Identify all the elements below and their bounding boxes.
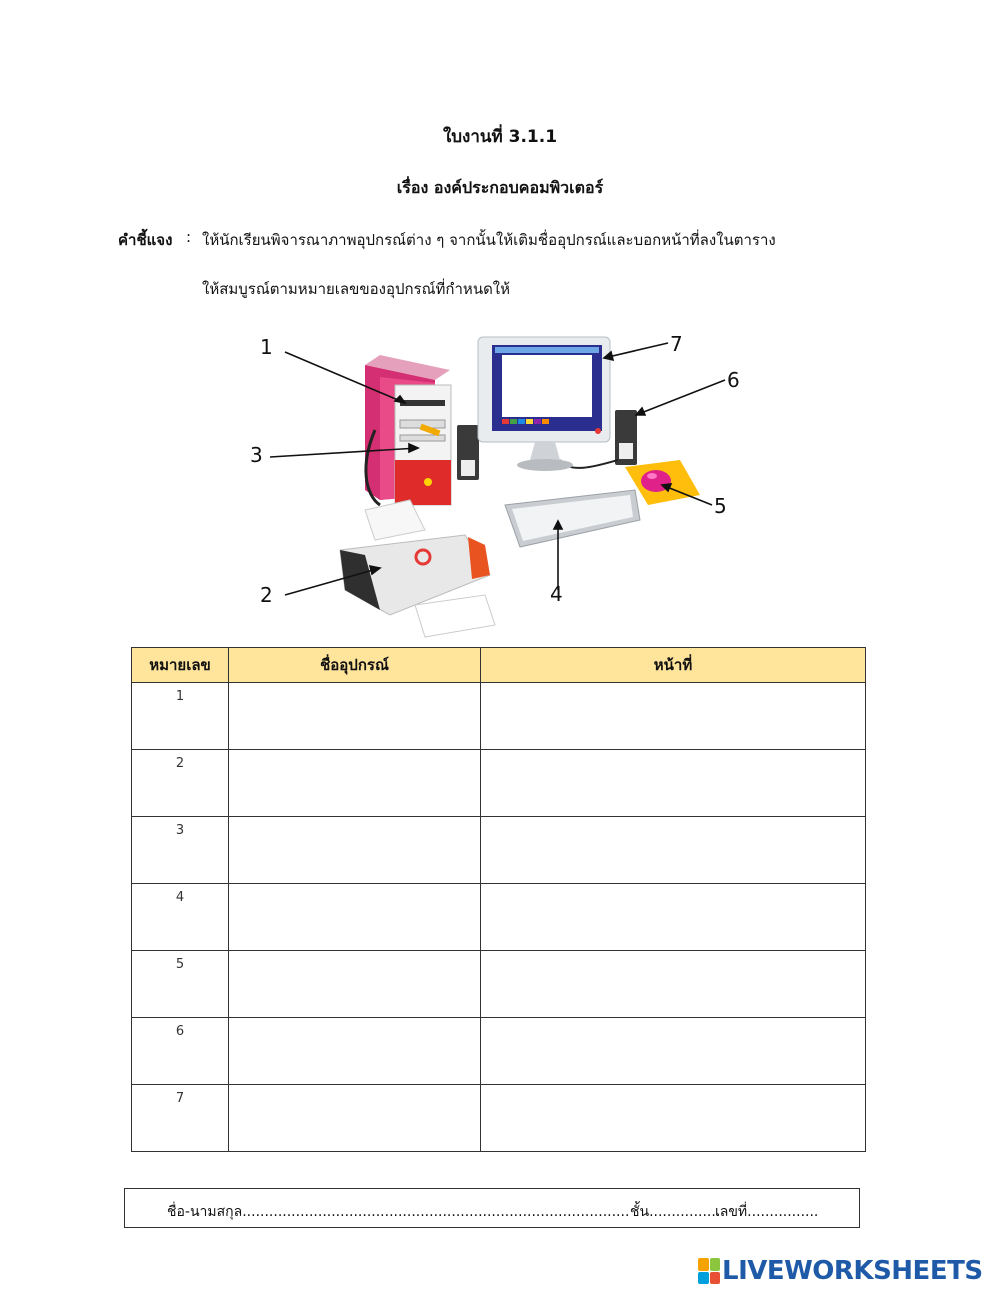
callout-label-3: 3 <box>250 443 263 467</box>
device-name-input[interactable] <box>230 952 479 1016</box>
function-cell[interactable] <box>481 884 866 951</box>
table-row <box>132 750 866 817</box>
function-cell[interactable] <box>481 1018 866 1085</box>
student-info-box <box>124 1188 860 1228</box>
header-function: หน้าที่ <box>481 648 866 683</box>
callout-label-5: 5 <box>714 494 727 518</box>
function-input[interactable] <box>482 684 864 748</box>
student-number-field[interactable]: เลขที่................ <box>715 1204 819 1220</box>
table-header-row <box>132 648 866 683</box>
logo-icon <box>698 1258 720 1284</box>
table-row <box>132 683 866 750</box>
function-input[interactable] <box>482 818 864 882</box>
printer-image <box>340 500 495 637</box>
device-name-input[interactable] <box>230 684 479 748</box>
row-number: 5 <box>132 951 229 1018</box>
device-name-cell[interactable] <box>229 1085 481 1152</box>
function-input[interactable] <box>482 751 864 815</box>
device-name-input[interactable] <box>230 1019 479 1083</box>
callout-label-6: 6 <box>727 368 740 392</box>
callout-label-2: 2 <box>260 583 273 607</box>
callout-label-4: 4 <box>550 582 563 606</box>
monitor-image <box>478 337 610 471</box>
header-device-name: ชื่ออุปกรณ์ <box>229 648 481 683</box>
system-unit-image <box>365 355 451 505</box>
student-class-field[interactable]: ชั้น................ <box>630 1204 721 1220</box>
device-name-cell[interactable] <box>229 750 481 817</box>
keyboard-image <box>505 490 640 547</box>
function-cell[interactable] <box>481 1085 866 1152</box>
right-speaker-image <box>615 410 637 465</box>
left-speaker-image <box>457 425 479 480</box>
device-name-input[interactable] <box>230 818 479 882</box>
row-number: 6 <box>132 1018 229 1085</box>
worksheet-title: ใบงานที่ 3.1.1 <box>442 127 558 147</box>
function-input[interactable] <box>482 1019 864 1083</box>
worksheet-subtitle: เรื่อง องค์ประกอบคอมพิวเตอร์ <box>396 178 604 197</box>
function-cell[interactable] <box>481 817 866 884</box>
liveworksheets-logo <box>698 1256 983 1286</box>
callout-label-7: 7 <box>670 332 683 356</box>
table-row <box>132 817 866 884</box>
function-input[interactable] <box>482 952 864 1016</box>
device-name-input[interactable] <box>230 1086 479 1150</box>
instruction-label: คำชี้แจง <box>118 231 173 249</box>
device-name-cell[interactable] <box>229 884 481 951</box>
device-name-cell[interactable] <box>229 683 481 750</box>
row-number: 4 <box>132 884 229 951</box>
device-name-input[interactable] <box>230 751 479 815</box>
student-name-field[interactable]: ชื่อ-นามสกุล....................................................................................... <box>167 1204 630 1220</box>
device-name-cell[interactable] <box>229 1018 481 1085</box>
device-name-cell[interactable] <box>229 951 481 1018</box>
instruction-colon: : <box>186 228 192 246</box>
row-number: 1 <box>132 683 229 750</box>
device-name-input[interactable] <box>230 885 479 949</box>
row-number: 7 <box>132 1085 229 1152</box>
function-cell[interactable] <box>481 683 866 750</box>
row-number: 3 <box>132 817 229 884</box>
instruction-line-1: ให้นักเรียนพิจารณาภาพอุปกรณ์ต่าง ๆ จากนั้นให้เติมชื่ออุปกรณ์และบอกหน้าที่ลงในตาราง <box>202 231 776 249</box>
table-row <box>132 951 866 1018</box>
table-row <box>132 1018 866 1085</box>
logo-text: LIVEWORKSHEETS <box>722 1256 983 1286</box>
row-number: 2 <box>132 750 229 817</box>
function-cell[interactable] <box>481 750 866 817</box>
computer-illustration <box>240 325 760 645</box>
instruction-line-2: ให้สมบูรณ์ตามหมายเลขของอุปกรณ์ที่กำหนดให้ <box>202 280 511 298</box>
header-number: หมายเลข <box>132 648 229 683</box>
answer-table <box>131 647 866 1152</box>
callout-label-1: 1 <box>260 335 273 359</box>
device-name-cell[interactable] <box>229 817 481 884</box>
function-cell[interactable] <box>481 951 866 1018</box>
table-row <box>132 1085 866 1152</box>
function-input[interactable] <box>482 1086 864 1150</box>
function-input[interactable] <box>482 885 864 949</box>
table-row <box>132 884 866 951</box>
